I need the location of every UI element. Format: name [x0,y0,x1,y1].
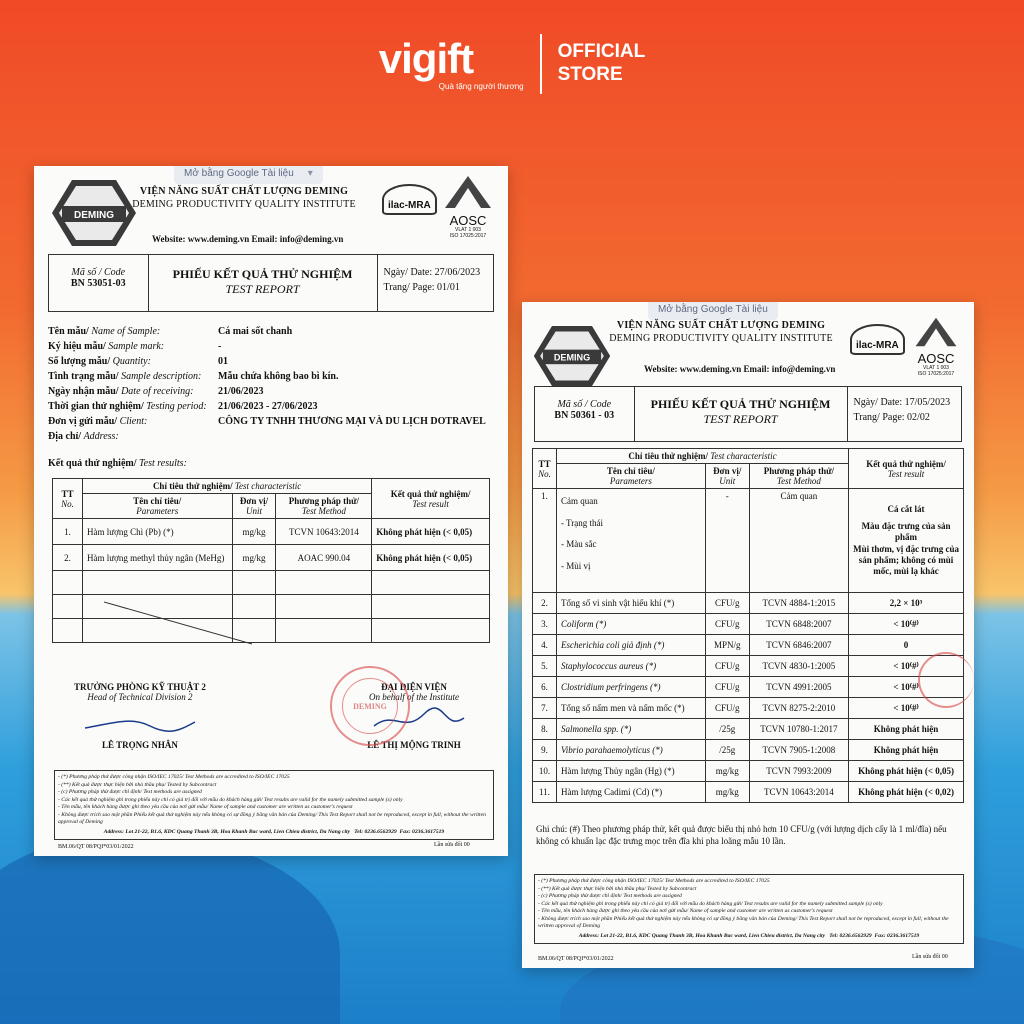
form-code: BM.06/QT 08/PQI*03/01/2022 [58,844,134,850]
table-row: 3. Coliform (*) CFU/g TCVN 6848:2007 < 10⁽#⁾ [533,614,964,635]
report-notes: - (*) Phương pháp thử được công nhận ISO/IEC 17025/ Test Methods are accredited to ISO/IEC 17025 - (**) Kết quả được thực hiện bởi nhà thầu phụ/ Tested by Subcontract - (c) Phương pháp thử được chỉ định/ Test methods are assigned - Các kết quả thử nghiệm ghi trong phiếu này chỉ có giá trị đối với mẫu do khách hàng gửi/ Test results are valid for the namely submitted sample (s) only - Tên mẫu, tên khách hàng được ghi theo yêu cầu của nơi gửi mẫu/ Name of sample and customer are written as customer's request - Không được trích sao một phần Phiếu kết quả thử nghiệm này nếu không có sự đồng ý bằng văn bản của Deming/ This Test Report shall not be reproduced, except in full, without the written approval of Deming Address: Lot 21-22, B1.6, KDC Quang Thanh 3B, Hoa Khanh Bac ward, Lien Chieu district, Da Nang city Tel: 0236.6562929 Fax: 0236.3617519 [534,874,964,944]
ilac-mra-mark: ilac-MRA [850,324,905,355]
contact-line: Website: www.deming.vn Email: info@deming.vn [152,234,344,244]
report-title: PHIẾU KẾT QUẢ THỬ NGHIỆM [172,267,353,281]
brand-name: vigift [378,34,474,82]
brand-tagline: Quà tặng người thương [438,81,524,91]
signatures: TRƯỞNG PHÒNG KỸ THUẬT 2 Head of Technical Division 2 LÊ TRỌNG NHÂN ĐẠI DIỆN VIỆN On behalf of the Institute LÊ THỊ MỘNG TRINH [74,682,474,750]
official-store-label: OFFICIAL STORE [557,41,646,85]
institute-name: VIỆN NĂNG SUẤT CHẤT LƯỢNG DEMING DEMING PRODUCTIVITY QUALITY INSTITUTE [609,320,833,344]
report-title-box: Mã số / Code BN 53051-03 PHIẾU KẾT QUẢ THỬ NGHIỆM TEST REPORT Ngày/ Date: 27/06/2023 Trang/ Page: 01/01 [48,254,494,312]
aosc-mark: AOSC VLAT 1 003 ISO 17025:2017 [438,174,498,239]
strike-line [104,598,254,648]
vigift-logo[interactable] [378,34,524,91]
revision-label: Lần sửa đổi 00 [434,842,470,848]
table-row: 6. Clostridium perfringens (*) CFU/g TCVN 4991:2005 < 10⁽#⁾ [533,677,964,698]
table-row-empty [53,571,490,595]
table-row: 5. Staphylococcus aureus (*) CFU/g TCVN 4830-1:2005 < 10⁽#⁾ [533,656,964,677]
svg-text:DEMING: DEMING [74,210,114,221]
signature-left-icon [80,706,200,736]
report-notes: - (*) Phương pháp thử được công nhận ISO/IEC 17025/ Test Methods are accredited to ISO/IEC 17025 - (**) Kết quả được thực hiện bởi nhà thầu phụ/ Tested by Subcontract - (c) Phương pháp thử được chỉ định/ Test methods are assigned - Các kết quả thử nghiệm ghi trong phiếu này chỉ có giá trị đối với mẫu do khách hàng gửi/ Test results are valid for the namely submitted sample (s) only - Tên mẫu, tên khách hàng được ghi theo yêu cầu của nơi gửi mẫu/ Name of sample and customer are written as customer's request - Không được trích sao một phần Phiếu kết quả thử nghiệm này nếu không có sự đồng ý bằng văn bản của Deming/ This Test Report shall not be reproduced, except in full, without the written approval of Deming Address: Lot 21-22, B1.6, KDC Quang Thanh 3B, Hoa Khanh Bac ward, Lien Chieu district, Da Nang city Tel: 0236.6562929 Fax: 0236.3617519 [54,770,494,840]
deming-logo-icon [532,324,612,388]
report-title-box: Mã số / Code BN 50361 - 03 PHIẾU KẾT QUẢ THỬ NGHIỆM TEST REPORT Ngày/ Date: 17/05/2023 Trang/ Page: 02/02 [534,386,962,442]
form-code: BM.06/QT 08/PQI*03/01/2022 [538,956,614,962]
revision-label: Lần sửa đổi 00 [912,954,948,960]
svg-text:DEMING: DEMING [553,352,591,363]
open-google-docs-button[interactable]: Mở bằng Google Tài liệu ▾ [174,166,323,184]
table-row: 11. Hàm lượng Cadimi (Cd) (*) mg/kg TCVN 10643:2014 Không phát hiện (< 0,02) [533,782,964,803]
open-google-docs-button[interactable]: Mở bằng Google Tài liệu [648,302,778,320]
contact-line: Website: www.deming.vn Email: info@deming.vn [644,364,836,374]
footnote-gloss: Ghi chú: (#) Theo phương pháp thử, kết quả được biểu thị nhỏ hơn 10 CFU/g (với lượng dịch cấy là 1 ml/đĩa) nếu không có khuẩn lạc đặc trưng mọc trên đĩa khi pha loãng mẫu 10 lần. [536,824,947,846]
header-divider [540,34,542,94]
report-title: PHIẾU KẾT QUẢ THỬ NGHIỆM [650,397,831,411]
table-row: 1. Hàm lượng Chì (Pb) (*) mg/kg TCVN 10643:2014 Không phát hiện (< 0,05) [53,519,490,545]
aosc-mark: AOSC VLAT 1 003 ISO 17025:2017 [906,316,966,377]
aosc-triangle-icon [443,174,493,210]
results-label: Kết quả thử nghiệm/ Test results: [48,458,187,469]
table-row: 2. Tổng số vi sinh vật hiếu khí (*) CFU/g TCVN 4884-1:2015 2,2 × 10³ [533,593,964,614]
official-stamp-partial [918,652,974,708]
official-stamp: DEMING [330,666,410,746]
table-row: 2. Hàm lượng methyl thủy ngân (MeHg) mg/kg AOAC 990.04 Không phát hiện (< 0,05) [53,545,490,571]
results-table-1: TT No. Chỉ tiêu thử nghiệm/ Test characteristic Kết quả thử nghiệm/ Test result Tên chỉ tiêu/ Parameters Đơn vị/ Unit Phương pháp thử/ Test Method 1. Hàm lượng Chì (Pb) (*) mg/kg TCVN 10643:2014 Không phát hiện (< 0,05) 2. Hàm lượng methyl thủy ngân (MeHg) mg/kg AOAC 990.04 Không phát hiện (< 0,05) [52,478,490,643]
test-report-2 [522,302,974,968]
test-report-1 [34,166,508,856]
chevron-down-icon[interactable]: ▾ [307,168,313,179]
table-row: 10. Hàm lượng Thủy ngân (Hg) (*) mg/kg TCVN 7993:2009 Không phát hiện (< 0,05) [533,761,964,782]
table-row: 8. Salmonella spp. (*) /25g TCVN 10780-1:2017 Không phát hiện [533,719,964,740]
results-table-2: TT No. Chỉ tiêu thử nghiệm/ Test characteristic Kết quả thử nghiệm/ Test result Tên chỉ tiêu/ Parameters Đơn vị/ Unit Phương pháp thử/ Test Method 1. Cảm quan - Trạng thái - Màu sắc - Mùi vị - Cảm quan Cá cắt lát Màu đặc trưng của sản phẩm Mùi thơm, vị đặc trưng của sản phẩm; không có mùi mốc, mùi lạ khác 2. Tổng số vi sinh vật hiếu khí (*) CFU/g TCVN 4884-1:2015 2,2 × 10³ 3. Coliform (*) CFU/g TCVN 6848:2007 < 10⁽#⁾ 4. Escherichia coli giả định (*) MPN/g TCVN 6846:2007 0 5. Staphylococcus aureus (*) CFU/g TCVN 4830-1:2005 < 10⁽#⁾ 6. Clostridium perfringens (*) CFU/g TCVN 4991:2005 < 10⁽#⁾ 7. Tổng số nấm men và nấm mốc (*) CFU/g TCVN 8275-2:2010 < 10⁽#⁾ 8. Salmonella spp. (*) /25g TCVN 10780-1:2017 Không phát hiện 9. Vibrio parahaemolyticus (*) /25g TCVN 7905-1:2008 Không phát hiện 10. Hàm lượng Thủy ngân (Hg) (*) mg/kg TCVN 7993:2009 Không phát hiện (< 0,05) 11. Hàm lượng Cadimi (Cd) (*) mg/kg TCVN 10643:2014 Không phát hiện (< 0,02) [532,448,964,803]
table-row: 9. Vibrio parahaemolyticus (*) /25g TCVN 7905-1:2008 Không phát hiện [533,740,964,761]
brand-header [0,24,1024,104]
sample-info: Tên mẫu/ Name of Sample: Cá mai sốt chanh Ký hiệu mẫu/ Sample mark: - Số lượng mẫu/ Quantity: 01 Tình trạng mẫu/ Sample description: Mẫu chứa không bao bì kín. Ngày nhận mẫu/ Date of receiving: 21/06/2023 Thời gian thử nghiệm/ Testing period: 21/06/2023 - 27/06/2023 Đơn vị gửi mẫu/ Client: CÔNG TY TNHH THƯƠNG MẠI VÀ DU LỊCH DOTRAVEL Địa chỉ/ Address: [48,326,486,442]
table-row: 4. Escherichia coli giả định (*) MPN/g TCVN 6846:2007 0 [533,635,964,656]
table-row: 1. Cảm quan - Trạng thái - Màu sắc - Mùi vị - Cảm quan Cá cắt lát Màu đặc trưng của sản phẩm Mùi thơm, vị đặc trưng của sản phẩm; không có mùi mốc, mùi lạ khác [533,489,964,593]
ilac-mra-mark: ilac-MRA [382,184,437,215]
table-row: 7. Tổng số nấm men và nấm mốc (*) CFU/g TCVN 8275-2:2010 < 10⁽#⁾ [533,698,964,719]
aosc-triangle-icon [913,316,959,348]
institute-name: VIỆN NĂNG SUẤT CHẤT LƯỢNG DEMING DEMING PRODUCTIVITY QUALITY INSTITUTE [132,186,356,210]
